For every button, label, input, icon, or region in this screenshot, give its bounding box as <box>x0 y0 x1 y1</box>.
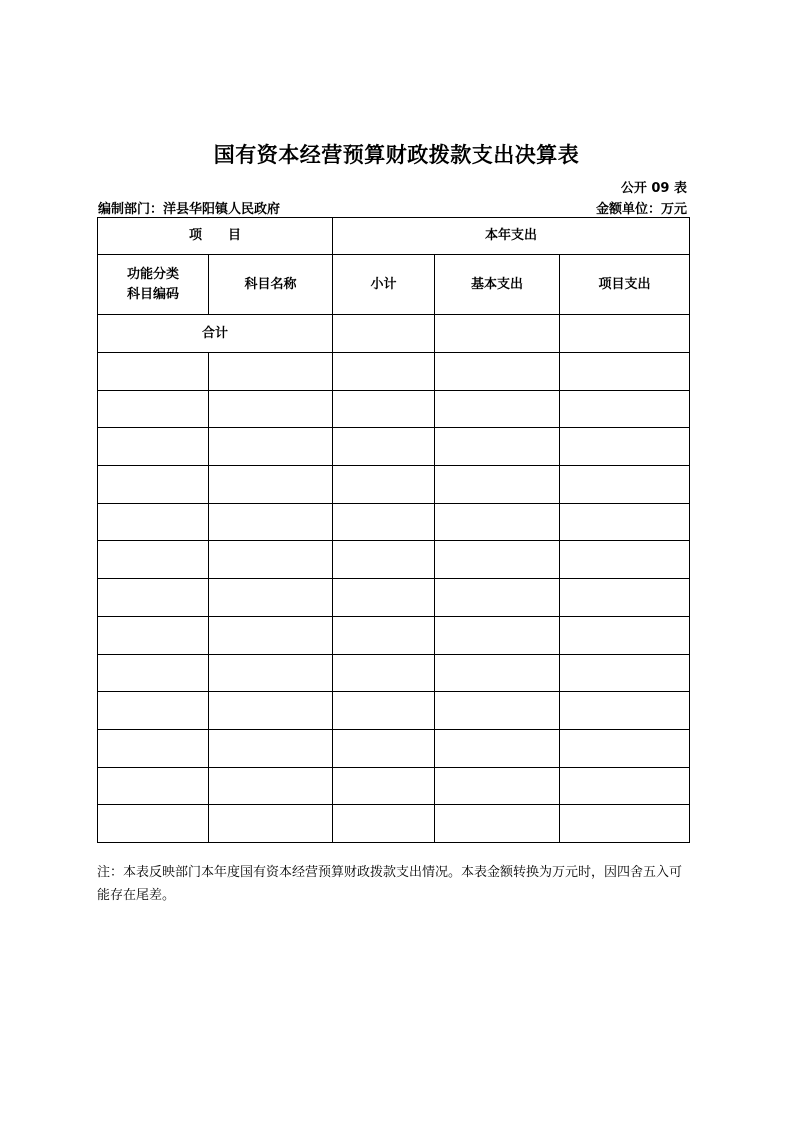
table-cell <box>209 692 333 730</box>
table-cell <box>560 353 690 391</box>
table-cell <box>209 579 333 617</box>
table-cell <box>435 654 560 692</box>
table-cell <box>98 390 209 428</box>
table-cell <box>209 767 333 805</box>
table-row <box>98 353 690 391</box>
table-cell <box>333 579 435 617</box>
header-row-1 <box>98 218 690 255</box>
table-cell <box>435 616 560 654</box>
table-row <box>98 654 690 692</box>
table-row <box>98 767 690 805</box>
table-cell <box>98 767 209 805</box>
total-label: 合计 <box>98 315 333 353</box>
table-cell <box>333 541 435 579</box>
table-cell <box>98 654 209 692</box>
table-cell <box>209 466 333 504</box>
table-row <box>98 390 690 428</box>
table-cell <box>209 729 333 767</box>
table-cell <box>435 805 560 843</box>
table-row <box>98 466 690 504</box>
footnote: 注：本表反映部门本年度国有资本经营预算财政拨款支出情况。本表金额转换为万元时，因四舍五入可能存在尾差。 <box>97 865 683 903</box>
table-body <box>98 353 690 843</box>
table-cell <box>98 805 209 843</box>
table-cell <box>333 692 435 730</box>
col-basic-expenditure: 基本支出 <box>435 255 560 315</box>
table-cell <box>435 503 560 541</box>
table-cell <box>98 503 209 541</box>
table-cell <box>560 390 690 428</box>
table-cell <box>560 541 690 579</box>
amount-unit: 金额单位：万元 <box>595 202 687 217</box>
table-cell <box>333 767 435 805</box>
col-project-expenditure: 项目支出 <box>560 255 690 315</box>
table-cell <box>209 616 333 654</box>
table-cell <box>98 729 209 767</box>
table-cell <box>333 503 435 541</box>
page-title: 国有资本经营预算财政拨款支出决算表 <box>213 143 580 167</box>
header-item: 项 目 <box>98 218 333 255</box>
table-cell <box>209 428 333 466</box>
col-function-code-line2: 科目编码 <box>126 286 179 302</box>
table-row <box>98 579 690 617</box>
table-row <box>98 428 690 466</box>
header-row-2 <box>98 255 690 315</box>
table-cell <box>435 767 560 805</box>
total-basic-cell <box>435 315 560 353</box>
table-cell <box>560 805 690 843</box>
table-cell <box>209 805 333 843</box>
table-row <box>98 805 690 843</box>
table-cell <box>98 541 209 579</box>
table-cell <box>560 654 690 692</box>
table-cell <box>560 692 690 730</box>
total-subtotal-cell <box>333 315 435 353</box>
table-cell <box>560 503 690 541</box>
col-function-code-line1: 功能分类 <box>126 266 179 282</box>
table-cell <box>209 390 333 428</box>
table-cell <box>98 579 209 617</box>
table-cell <box>333 654 435 692</box>
expenditure-table <box>97 217 690 843</box>
table-cell <box>560 729 690 767</box>
table-cell <box>435 692 560 730</box>
table-cell <box>435 541 560 579</box>
compiling-department: 编制部门：洋县华阳镇人民政府 <box>98 202 281 217</box>
table-cell <box>333 353 435 391</box>
table-cell <box>209 353 333 391</box>
header-current-year: 本年支出 <box>333 218 690 255</box>
col-subject-name: 科目名称 <box>209 255 333 315</box>
table-row <box>98 541 690 579</box>
table-cell <box>209 503 333 541</box>
table-cell <box>435 466 560 504</box>
table-cell <box>98 428 209 466</box>
table-cell <box>333 466 435 504</box>
table-row <box>98 692 690 730</box>
table-cell <box>435 353 560 391</box>
table-cell <box>209 654 333 692</box>
col-function-code <box>98 255 209 315</box>
total-row <box>98 315 690 353</box>
table-cell <box>560 767 690 805</box>
table-row <box>98 729 690 767</box>
table-cell <box>333 729 435 767</box>
table-cell <box>560 428 690 466</box>
total-project-cell <box>560 315 690 353</box>
table-cell <box>560 616 690 654</box>
table-cell <box>333 805 435 843</box>
table-cell <box>98 466 209 504</box>
table-cell <box>98 616 209 654</box>
table-cell <box>560 579 690 617</box>
table-cell <box>209 541 333 579</box>
table-cell <box>333 390 435 428</box>
table-cell <box>98 692 209 730</box>
col-subtotal: 小计 <box>333 255 435 315</box>
table-cell <box>560 466 690 504</box>
table-row <box>98 616 690 654</box>
table-cell <box>435 390 560 428</box>
table-cell <box>333 428 435 466</box>
form-number: 公开 09 表 <box>620 181 687 196</box>
table-cell <box>435 729 560 767</box>
table-row <box>98 503 690 541</box>
table-cell <box>333 616 435 654</box>
table-cell <box>98 353 209 391</box>
table-cell <box>435 428 560 466</box>
table-cell <box>435 579 560 617</box>
